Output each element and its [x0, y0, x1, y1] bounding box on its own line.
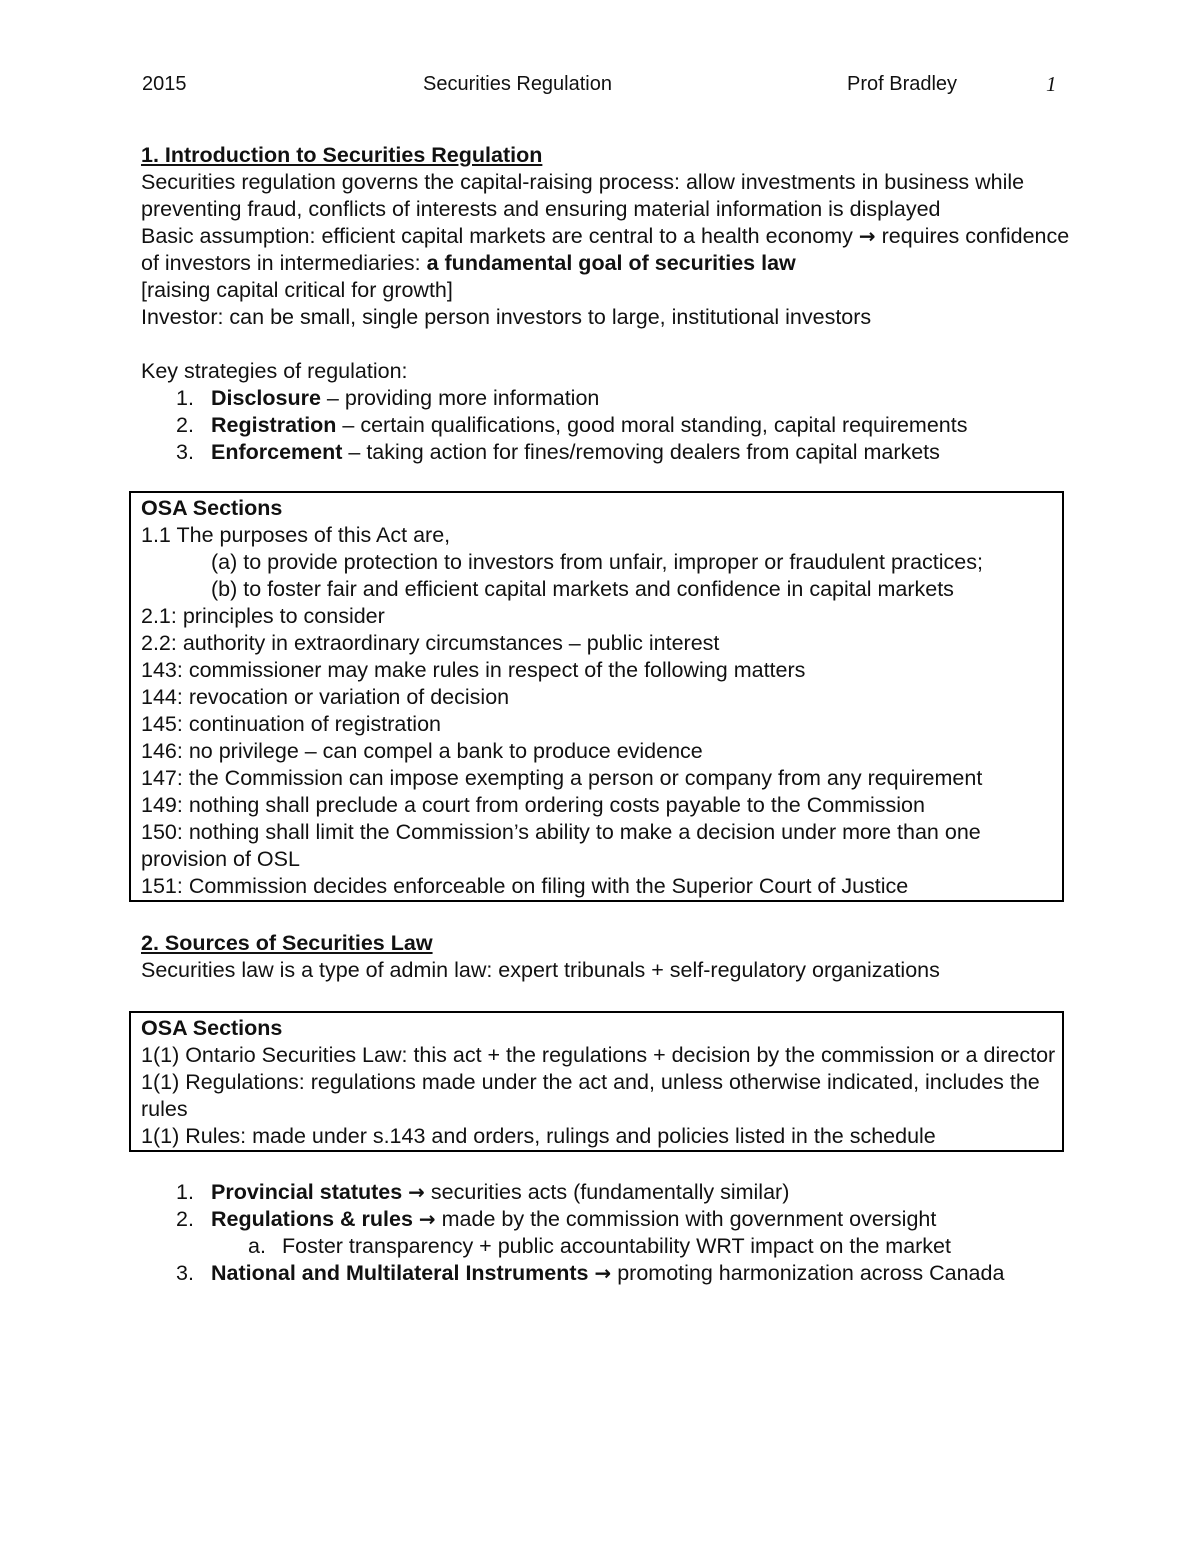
osa-box-title: OSA Sections: [141, 496, 283, 520]
list-item: [141, 1206, 1071, 1233]
list-number: 3.: [176, 1261, 194, 1285]
basic-assumption-text: Basic assumption: efficient capital markets are central to a health economy: [141, 224, 853, 248]
source-description: promoting harmonization across Canada: [611, 1261, 1005, 1285]
osa-line-a: (a) to provide protection to investors from unfair, improper or fraudulent practices;: [211, 550, 983, 574]
source-description: made by the commission with government oversight: [435, 1207, 937, 1231]
strategy-term: Registration: [211, 413, 337, 437]
page-number: 1: [1046, 72, 1057, 96]
list-number: 3.: [176, 440, 194, 464]
header-professor: Prof Bradley: [847, 73, 958, 95]
list-number: 1.: [176, 386, 194, 410]
osa-box-title: OSA Sections: [141, 1016, 283, 1040]
strategy-term: Disclosure: [211, 386, 321, 410]
basic-assumption-continuation: requires confidence of investors in intermediaries:: [141, 224, 1070, 275]
osa-sections-box-2: [129, 1011, 1064, 1152]
sources-list: [141, 1179, 1071, 1287]
osa-line: 151: Commission decides enforceable on filing with the Superior Court of Justice: [141, 874, 909, 898]
list-number: 2.: [176, 413, 194, 437]
strategy-description: – taking action for fines/removing dealers from capital markets: [342, 440, 940, 464]
strategy-term: Enforcement: [211, 440, 343, 464]
sub-list-letter: a.: [248, 1234, 266, 1258]
osa-line: 1(1) Regulations: regulations made under the act and, unless otherwise indicated, includes the rules: [141, 1070, 1040, 1121]
header-year: 2015: [142, 73, 187, 95]
osa-line: 2.1: principles to consider: [141, 604, 385, 628]
osa-line: 146: no privilege – can compel a bank to produce evidence: [141, 739, 703, 763]
osa-sections-box-1: [129, 491, 1064, 902]
osa-line: 145: continuation of registration: [141, 712, 442, 736]
osa-line: 147: the Commission can impose exempting a person or company from any requirement: [141, 766, 983, 790]
osa-line: 2.2: authority in extraordinary circumstances – public interest: [141, 631, 720, 655]
fundamental-goal-text: a fundamental goal of securities law: [426, 251, 796, 275]
strategies-list: [141, 385, 1071, 466]
investor-definition: Investor: can be small, single person investors to large, institutional investors: [141, 305, 872, 329]
strategy-description: – certain qualifications, good moral standing, capital requirements: [336, 413, 968, 437]
strategies-intro: Key strategies of regulation:: [141, 359, 408, 383]
document-body: [141, 142, 1071, 1287]
osa-line: 143: commissioner may make rules in respect of the following matters: [141, 658, 806, 682]
osa-line: 144: revocation or variation of decision: [141, 685, 510, 709]
arrow-right-icon: →: [858, 224, 876, 248]
section-1-paragraph: Securities regulation governs the capital-raising process: allow investments in business while preventing fraud, conflicts of interests and ensuring material information is displayed: [141, 170, 1025, 221]
section-1-heading: 1. Introduction to Securities Regulation: [141, 143, 543, 167]
list-number: 1.: [176, 1180, 194, 1204]
list-item: [141, 385, 1071, 412]
source-term: Regulations & rules: [211, 1207, 413, 1231]
arrow-right-icon: →: [594, 1261, 612, 1285]
section-2-paragraph: Securities law is a type of admin law: expert tribunals + self-regulatory organizations: [141, 958, 940, 982]
osa-line: 150: nothing shall limit the Commission’s ability to make a decision under more than one provision of OSL: [141, 820, 981, 871]
raising-capital-note: [raising capital critical for growth]: [141, 278, 453, 302]
list-item: [141, 439, 1071, 466]
header-course-title: Securities Regulation: [423, 73, 612, 95]
source-term: National and Multilateral Instruments: [211, 1261, 589, 1285]
sub-list-item: [141, 1233, 1071, 1260]
strategy-description: – providing more information: [320, 386, 600, 410]
osa-line-b: (b) to foster fair and efficient capital markets and confidence in capital markets: [211, 577, 954, 601]
osa-line: 1(1) Ontario Securities Law: this act + the regulations + decision by the commission or a director: [141, 1043, 1056, 1067]
list-item: [141, 412, 1071, 439]
source-description: securities acts (fundamentally similar): [424, 1180, 790, 1204]
osa-line: 1(1) Rules: made under s.143 and orders, rulings and policies listed in the schedule: [141, 1124, 936, 1148]
osa-line: 1.1 The purposes of this Act are,: [141, 523, 451, 547]
source-term: Provincial statutes: [211, 1180, 403, 1204]
list-number: 2.: [176, 1207, 194, 1231]
osa-line: 149: nothing shall preclude a court from ordering costs payable to the Commission: [141, 793, 925, 817]
sub-list-text: Foster transparency + public accountability WRT impact on the market: [282, 1234, 951, 1258]
section-2-heading: 2. Sources of Securities Law: [141, 931, 433, 955]
list-item: [141, 1260, 1071, 1287]
arrow-right-icon: →: [408, 1180, 425, 1204]
basic-assumption-paragraph: [141, 223, 1071, 277]
list-item: [141, 1179, 1071, 1206]
arrow-right-icon: →: [418, 1207, 436, 1231]
